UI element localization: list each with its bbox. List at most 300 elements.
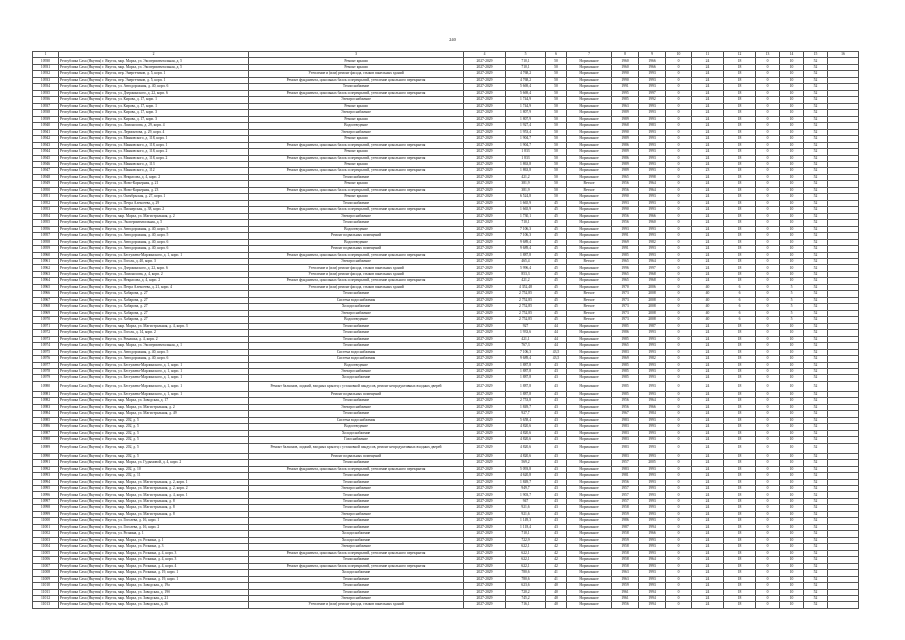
cell-c12: 18 [724,174,756,180]
cell-address: Республика Саха (Якутия) г. Якутск, ул. Маяковского, д. 118, корп. 2 [59,155,249,161]
cell-period: 2027-2029 [464,602,506,608]
cell-c13: 0 [756,310,780,316]
cell-c11: 24 [692,486,724,492]
cell-condition: Нормальное [567,349,612,355]
cell-row-id: 10989 [33,443,59,453]
cell-year-overhaul: 1993 [639,570,666,576]
cell-condition: Нормальное [567,498,612,504]
cell-year-overhaul: 1964 [639,557,666,563]
cell-c12: 18 [724,90,756,96]
cell-c15: 52 [804,430,828,436]
cell-year-overhaul: 1993 [639,518,666,524]
cell-c11: 24 [692,90,724,96]
cell-year-overhaul: 2008 [639,317,666,323]
column-number-15: 15 [804,52,828,58]
cell-c13: 0 [756,443,780,453]
cell-c14: 10 [780,466,804,472]
cell-row-id: 10976 [33,356,59,362]
cell-c15: 52 [804,155,828,161]
cell-wear: 50 [546,123,567,129]
cell-work-type: Электроснабжение [249,310,464,316]
cell-year-built: 1969 [612,239,639,245]
cell-c12: 18 [724,531,756,537]
cell-c14: 10 [780,486,804,492]
cell-c10: 0 [666,602,692,608]
cell-address: Республика Саха (Якутия) г. Якутск, ул. Хабарова, д. 27 [59,297,249,303]
cell-area: 4 820,6 [506,453,546,459]
cell-work-type: Ремонт фундамента, цокольных балок и перекрытий, утепление цокольного перекрытия [249,187,464,193]
cell-year-overhaul: 1993 [639,129,666,135]
cell-wear: 43 [546,479,567,485]
cell-condition: Нормальное [567,110,612,116]
cell-c12: 18 [724,259,756,265]
cell-row-id: 11001 [33,524,59,530]
cell-year-overhaul: 2006 [639,284,666,290]
cell-year-built: 1963 [612,103,639,109]
cell-work-type: Электроснабжение [249,544,464,550]
cell-address: Республика Саха (Якутия) г. Якутск, мкр. Марха, ул. Магистральная, д. 2, корп. 1 [59,479,249,485]
cell-work-type: Ремонт фундамента, цокольных балок и перекрытий, утепление цокольного перекрытия [249,252,464,258]
cell-year-overhaul: 1993 [639,391,666,397]
cell-c10: 0 [666,589,692,595]
cell-work-type: Ремонт фундамента, цокольных балок и перекрытий, утепление цокольного перекрытия [249,550,464,556]
cell-work-type: Теплоснабжение [249,479,464,485]
cell-year-overhaul: 1993 [639,511,666,517]
cell-address: Республика Саха (Якутия) г. Якутск, мкр. Марха, ул. Рознина, д. 3 [59,544,249,550]
cell-wear: 43 [546,437,567,443]
cell-wear: 43 [546,505,567,511]
cell-c12: 18 [724,200,756,206]
cell-c11: 24 [692,200,724,206]
cell-c15: 52 [804,595,828,601]
cell-address: Республика Саха (Якутия) г. Якутск, ул. Петра Алексеева, д. 21, корп. 4 [59,284,249,290]
cell-c11: 24 [692,443,724,453]
cell-year-overhaul: 1993 [639,453,666,459]
cell-c11: 24 [692,453,724,459]
cell-year-overhaul: 1993 [639,343,666,349]
cell-c13: 0 [756,168,780,174]
cell-year-built: 1989 [612,116,639,122]
cell-row-id: 10968 [33,304,59,310]
cell-c10: 0 [666,213,692,219]
cell-year-overhaul: 1994 [639,595,666,601]
column-number-1: 1 [33,52,59,58]
cell-c13: 0 [756,304,780,310]
cell-work-type: Теплоснабжение [249,398,464,404]
cell-row-id: 10972 [33,330,59,336]
cell-c14: 10 [780,323,804,329]
cell-work-type: Теплоснабжение [249,576,464,582]
cell-condition: Нормальное [567,142,612,148]
cell-period: 2027-2029 [464,116,506,122]
cell-period: 2027-2029 [464,437,506,443]
cell-work-type: Теплоснабжение [249,498,464,504]
cell-c10: 0 [666,64,692,70]
cell-work-type: Теплоснабжение [249,343,464,349]
cell-c11: 24 [692,602,724,608]
cell-c10: 0 [666,297,692,303]
column-number-8: 8 [612,52,639,58]
cell-wear: 45 [546,207,567,213]
cell-work-type: Электроснабжение [249,368,464,374]
column-number-14: 14 [780,52,804,58]
cell-c13: 0 [756,404,780,410]
cell-condition: Нормальное [567,200,612,206]
cell-address: Республика Саха (Якутия) г. Якутск, ул. Петра Алексеева, д. 29 [59,200,249,206]
cell-c13: 0 [756,544,780,550]
cell-area: 2 753,8 [506,398,546,404]
cell-row-id: 10966 [33,291,59,297]
cell-period: 2027-2029 [464,537,506,543]
cell-wear: 40 [546,595,567,601]
cell-address: Республика Саха (Якутия) г. Якутск, ул. Бестужева-Марлинского, д. 1, корп. 1 [59,381,249,391]
cell-c13: 0 [756,524,780,530]
cell-year-built: 1965 [612,271,639,277]
cell-wear: 45 [546,252,567,258]
cell-area: 1 849,7 [506,479,546,485]
cell-c13: 0 [756,207,780,213]
cell-row-id: 10986 [33,424,59,430]
cell-area: 1 744,9 [506,103,546,109]
cell-work-type: Электроснабжение [249,97,464,103]
cell-c14: 10 [780,595,804,601]
cell-c11: 24 [692,544,724,550]
cell-wear: 43 [546,430,567,436]
cell-year-built: 1957 [612,460,639,466]
cell-c15: 52 [804,505,828,511]
cell-year-built: 1956 [612,187,639,193]
cell-row-id: 10931 [33,64,59,70]
cell-c16 [828,602,859,608]
cell-c14: 10 [780,518,804,524]
cell-area: 2 752,85 [506,297,546,303]
cell-year-overhaul: 1993 [639,563,666,569]
column-number-4: 4 [464,52,506,58]
cell-work-type: Теплоснабжение [249,518,464,524]
cell-address: Республика Саха (Якутия) г. Якутск, мкр. 202, д. 5 [59,424,249,430]
cell-year-overhaul: 1993 [639,492,666,498]
cell-c10: 0 [666,226,692,232]
cell-area: 767,3 [506,343,546,349]
cell-area: 5 996,4 [506,265,546,271]
cell-year-overhaul: 2008 [639,291,666,297]
cell-area: 5 658,4 [506,417,546,423]
cell-c11: 24 [692,349,724,355]
cell-year-built: 1981 [612,473,639,479]
cell-wear: 43 [546,524,567,530]
cell-wear: 43 [546,466,567,472]
cell-year-built: 1965 [612,259,639,265]
cell-c12: 18 [724,265,756,271]
cell-c12: 18 [724,142,756,148]
cell-row-id: 10984 [33,411,59,417]
cell-c13: 0 [756,576,780,582]
cell-c15: 52 [804,424,828,430]
cell-row-id: 11013 [33,602,59,608]
cell-c13: 0 [756,550,780,556]
cell-c10: 0 [666,58,692,64]
cell-year-overhaul: 1993 [639,168,666,174]
cell-c13: 0 [756,595,780,601]
cell-wear: 43 [546,391,567,397]
cell-c14: 10 [780,349,804,355]
cell-c16 [828,443,859,453]
cell-address: Республика Саха (Якутия) г. Якутск, ул. Автодорожная, д. 40, корп. 5 [59,226,249,232]
cell-c13: 0 [756,349,780,355]
cell-row-id: 10979 [33,375,59,381]
cell-c13: 0 [756,233,780,239]
cell-address: Республика Саха (Якутия) г. Якутск, ул. Ново-Карьерная, д. 23 [59,187,249,193]
cell-address: Республика Саха (Якутия) г. Якутск, ул. Маяковского, д. 118, корп. 1 [59,142,249,148]
cell-c12: 18 [724,149,756,155]
cell-condition: Нормальное [567,466,612,472]
cell-work-type: Ремонт крыши [249,64,464,70]
cell-wear: 43 [546,417,567,423]
cell-c10: 0 [666,181,692,187]
cell-c15: 52 [804,123,828,129]
cell-address: Республика Саха (Якутия) г. Якутск, мкр. Марха, ул. Гудымовой, д. 4, корп. 2 [59,460,249,466]
cell-c15: 52 [804,252,828,258]
cell-work-type: Ремонт фундамента, цокольных балок и перекрытий, утепление цокольного перекрытия [249,563,464,569]
cell-c11: 24 [692,136,724,142]
cell-c11: 24 [692,492,724,498]
cell-row-id: 11008 [33,570,59,576]
cell-year-built: 1986 [612,330,639,336]
cell-wear: 45 [546,265,567,271]
cell-wear: 40 [546,583,567,589]
cell-period: 2027-2029 [464,252,506,258]
cell-area: 9 689,4 [506,246,546,252]
cell-c11: 24 [692,330,724,336]
cell-c15: 52 [804,239,828,245]
cell-year-built: 1983 [612,417,639,423]
cell-period: 2027-2029 [464,103,506,109]
cell-c12: 18 [724,411,756,417]
cell-c11: 24 [692,550,724,556]
cell-period: 2027-2029 [464,187,506,193]
cell-c13: 0 [756,368,780,374]
cell-address: Республика Саха (Якутия) г. Якутск, мкр. 202, д. 5 [59,453,249,459]
cell-address: Республика Саха (Якутия) г. Якутск, мкр. Марха, ул. Магистральная, д. 49 [59,411,249,417]
cell-c13: 0 [756,557,780,563]
cell-c10: 0 [666,233,692,239]
cell-year-overhaul: 1993 [639,498,666,504]
cell-c15: 52 [804,168,828,174]
cell-work-type: Теплоснабжение [249,84,464,90]
cell-c13: 0 [756,381,780,391]
cell-wear: 44 [546,323,567,329]
cell-year-overhaul: 1993 [639,233,666,239]
cell-c14: 10 [780,563,804,569]
cell-c13: 0 [756,77,780,83]
cell-wear: 43 [546,381,567,391]
cell-address: Республика Саха (Якутия) г. Якутск, мкр. Марха, ул. Рознина, д. 4, корп. 3 [59,550,249,556]
cell-year-overhaul: 1993 [639,155,666,161]
cell-c15: 52 [804,550,828,556]
cell-row-id: 10980 [33,381,59,391]
cell-wear: 43 [546,443,567,453]
cell-wear: 45 [546,310,567,316]
cell-condition: Нормальное [567,381,612,391]
cell-c12: 18 [724,466,756,472]
cell-period: 2027-2029 [464,391,506,397]
cell-row-id: 10998 [33,505,59,511]
cell-c15: 52 [804,417,828,423]
cell-c10: 0 [666,492,692,498]
cell-c14: 10 [780,213,804,219]
cell-condition: Нормальное [567,136,612,142]
cell-period: 2027-2029 [464,200,506,206]
cell-c14: 10 [780,200,804,206]
cell-period: 2027-2029 [464,466,506,472]
cell-year-built: 1986 [612,518,639,524]
cell-year-overhaul: 1964 [639,187,666,193]
cell-period: 2027-2029 [464,343,506,349]
cell-work-type: Система водоснабжения [249,349,464,355]
cell-c10: 0 [666,336,692,342]
cell-c12: 18 [724,362,756,368]
cell-year-built: 1983 [612,443,639,453]
cell-year-overhaul: 1983 [639,123,666,129]
cell-c10: 0 [666,356,692,362]
cell-year-built: 1970 [612,284,639,290]
cell-period: 2027-2029 [464,129,506,135]
cell-c15: 52 [804,110,828,116]
cell-period: 2027-2029 [464,518,506,524]
cell-c14: 10 [780,64,804,70]
cell-c14: 10 [780,602,804,608]
cell-address: Республика Саха (Якутия) г. Якутск, ул. Гоголя, д. 40, корп. 3 [59,259,249,265]
cell-area: 1 863,8 [506,161,546,167]
cell-c15: 52 [804,356,828,362]
cell-area: 421,2 [506,278,546,284]
cell-wear: 50 [546,142,567,148]
cell-year-overhaul: 1993 [639,110,666,116]
cell-row-id: 10948 [33,174,59,180]
cell-area: 2 752,85 [506,310,546,316]
cell-c14: 5 [780,291,804,297]
cell-row-id: 10949 [33,181,59,187]
cell-c14: 10 [780,194,804,200]
cell-area: 1 744,9 [506,97,546,103]
cell-row-id: 11005 [33,550,59,556]
cell-c12: 18 [724,524,756,530]
cell-c12: 18 [724,84,756,90]
cell-c11: 24 [692,207,724,213]
cell-c13: 0 [756,460,780,466]
cell-area: 2 752,85 [506,317,546,323]
cell-c11: 24 [692,323,724,329]
cell-area: 710,1 [506,531,546,537]
cell-address: Республика Саха (Якутия) г. Якутск, ул. Маяковского, д. 118, корп. 2 [59,149,249,155]
cell-c14: 10 [780,90,804,96]
cell-c12: 18 [724,473,756,479]
cell-year-overhaul: 1993 [639,194,666,200]
cell-year-built: 1989 [612,136,639,142]
cell-c15: 52 [804,443,828,453]
cell-address: Республика Саха (Якутия) г. Якутск, мкр. Марха, ул. Заводская, д. 26 [59,602,249,608]
cell-c10: 0 [666,570,692,576]
cell-year-built: 1985 [612,362,639,368]
cell-row-id: 10977 [33,362,59,368]
cell-c10: 0 [666,284,692,290]
cell-row-id: 10955 [33,220,59,226]
cell-wear: 43 [546,398,567,404]
cell-work-type: Водоотведение [249,123,464,129]
cell-c14: 10 [780,129,804,135]
cell-c15: 52 [804,602,828,608]
cell-c14: 10 [780,168,804,174]
cell-c11: 24 [692,259,724,265]
cell-year-built: 1968 [612,123,639,129]
cell-year-built: 1986 [612,155,639,161]
cell-row-id: 10953 [33,207,59,213]
cell-c13: 0 [756,271,780,277]
cell-address: Республика Саха (Якутия) г. Якутск, ул. Автодорожная, д. 40, корп. 5 [59,233,249,239]
cell-c13: 0 [756,486,780,492]
cell-wear: 45 [546,226,567,232]
cell-c12: 18 [724,602,756,608]
cell-c13: 0 [756,265,780,271]
cell-c15: 52 [804,473,828,479]
cell-year-overhaul: 1993 [639,71,666,77]
column-number-11: 11 [692,52,724,58]
cell-c14: 10 [780,77,804,83]
cell-area: 921,6 [506,511,546,517]
cell-wear: 43 [546,531,567,537]
cell-c13: 0 [756,259,780,265]
cell-c10: 0 [666,129,692,135]
cell-row-id: 10945 [33,155,59,161]
cell-c15: 52 [804,589,828,595]
cell-row-id: 11009 [33,576,59,582]
cell-row-id: 10933 [33,77,59,83]
cell-wear: 43 [546,486,567,492]
cell-c13: 0 [756,181,780,187]
cell-year-built: 1989 [612,110,639,116]
cell-c14: 10 [780,430,804,436]
cell-c14: 10 [780,343,804,349]
cell-period: 2027-2029 [464,417,506,423]
cell-area: 1 665,9 [506,200,546,206]
cell-c10: 0 [666,557,692,563]
cell-condition: Нормальное [567,505,612,511]
cell-year-overhaul: 1966 [639,64,666,70]
cell-work-type: Теплоснабжение [249,330,464,336]
cell-condition: Нормальное [567,356,612,362]
cell-address: Республика Саха (Якутия) г. Якутск, мкр. Марха, ул. Магистральная, д. 4, корп. 3 [59,323,249,329]
cell-row-id: 10991 [33,460,59,466]
cell-c12: 18 [724,589,756,595]
cell-c14: 10 [780,239,804,245]
cell-work-type: Теплоснабжение [249,323,464,329]
cell-address: Республика Саха (Якутия) г. Якутск, ул. Хабарова, д. 27 [59,310,249,316]
cell-condition: Нормальное [567,479,612,485]
cell-c10: 0 [666,90,692,96]
cell-area: 1 149,3 [506,518,546,524]
cell-condition: Нормальное [567,411,612,417]
cell-address: Республика Саха (Якутия) г. Якутск, мкр. Марха, ул. Рознина, д. 1 [59,537,249,543]
cell-year-built: 1960 [612,58,639,64]
cell-wear: 43 [546,498,567,504]
cell-address: Республика Саха (Якутия) г. Якутск, мкр. Марха, ул. Рознина, д. 4, корп. 3 [59,557,249,563]
cell-condition: Нормальное [567,589,612,595]
cell-row-id: 10987 [33,430,59,436]
cell-c15: 52 [804,323,828,329]
cell-c12: 18 [724,576,756,582]
cell-address: Республика Саха (Якутия) г. Якутск, ул. Маяковского, д. 113 [59,161,249,167]
cell-work-type: Ремонт подвальных помещений [249,453,464,459]
